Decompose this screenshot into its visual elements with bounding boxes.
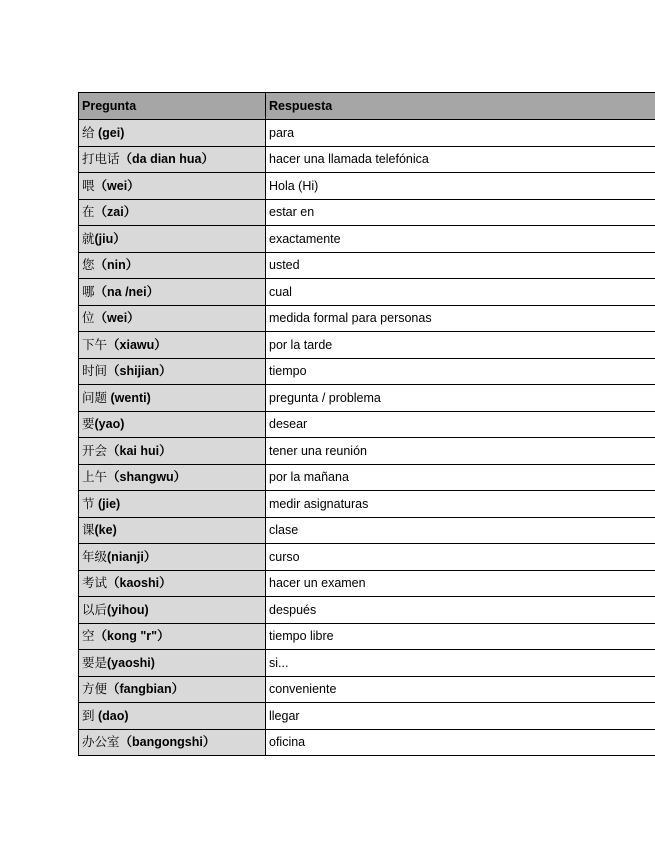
answer-cell: por la tarde bbox=[266, 332, 655, 359]
hanzi-text: 课 bbox=[82, 523, 95, 537]
hanzi-text: 以后 bbox=[82, 602, 108, 617]
hanzi-text: 下午 bbox=[82, 337, 108, 352]
table-body bbox=[79, 120, 655, 756]
answer-cell: tiempo bbox=[266, 358, 655, 385]
question-cell bbox=[79, 517, 266, 544]
table-row bbox=[79, 305, 655, 332]
hanzi-text: 空 bbox=[82, 629, 95, 643]
hanzi-text: 要 bbox=[82, 417, 95, 431]
hanzi-text: 方便 bbox=[82, 682, 108, 696]
pinyin-text: (yaoshi) bbox=[107, 655, 155, 670]
header-respuesta: Respuesta bbox=[266, 93, 655, 120]
pinyin-text: (jiu） bbox=[94, 231, 126, 246]
answer-cell: clase bbox=[266, 517, 655, 544]
hanzi-text: 开会 bbox=[82, 443, 108, 458]
table-row bbox=[79, 650, 655, 677]
table-row bbox=[79, 146, 655, 173]
question-cell bbox=[79, 650, 266, 677]
question-cell bbox=[79, 623, 266, 650]
table-row bbox=[79, 464, 655, 491]
table-row bbox=[79, 120, 655, 147]
answer-cell: medida formal para personas bbox=[266, 305, 655, 332]
pinyin-text: (ke) bbox=[94, 523, 117, 537]
question-cell bbox=[79, 146, 266, 173]
answer-cell: exactamente bbox=[266, 226, 655, 253]
question-cell bbox=[79, 173, 266, 200]
hanzi-text: 办公室 bbox=[82, 735, 120, 749]
hanzi-text: 打电话 bbox=[82, 152, 120, 166]
pinyin-text: (jie) bbox=[94, 496, 121, 511]
pinyin-text: (wenti) bbox=[107, 390, 151, 405]
table-row bbox=[79, 517, 655, 544]
question-cell bbox=[79, 305, 266, 332]
pinyin-text: （shijian） bbox=[107, 364, 172, 378]
question-cell bbox=[79, 411, 266, 438]
hanzi-text: 节 bbox=[82, 496, 95, 511]
question-cell bbox=[79, 226, 266, 253]
hanzi-text: 您 bbox=[82, 258, 95, 272]
question-cell bbox=[79, 570, 266, 597]
answer-cell: para bbox=[266, 120, 655, 147]
hanzi-text: 上午 bbox=[82, 470, 108, 484]
table-row bbox=[79, 491, 655, 518]
pinyin-text: （bangongshi） bbox=[119, 735, 216, 749]
question-cell bbox=[79, 199, 266, 226]
table-row bbox=[79, 199, 655, 226]
vocabulary-table bbox=[78, 92, 655, 756]
hanzi-text: 到 bbox=[82, 708, 95, 723]
table-row bbox=[79, 703, 655, 730]
pinyin-text: (nianji） bbox=[107, 549, 157, 564]
answer-cell: después bbox=[266, 597, 655, 624]
table-row bbox=[79, 385, 655, 412]
table-row bbox=[79, 279, 655, 306]
hanzi-text: 考试 bbox=[82, 576, 108, 590]
answer-cell: usted bbox=[266, 252, 655, 279]
hanzi-text: 就 bbox=[82, 231, 95, 246]
answer-cell: tiempo libre bbox=[266, 623, 655, 650]
question-cell bbox=[79, 120, 266, 147]
question-cell bbox=[79, 438, 266, 465]
answer-cell: tener una reunión bbox=[266, 438, 655, 465]
pinyin-text: （kong "r"） bbox=[94, 629, 170, 643]
table-header-row bbox=[79, 93, 655, 120]
question-cell bbox=[79, 332, 266, 359]
answer-cell: medir asignaturas bbox=[266, 491, 655, 518]
pinyin-text: （fangbian） bbox=[107, 682, 185, 696]
table-row bbox=[79, 570, 655, 597]
question-cell bbox=[79, 676, 266, 703]
answer-cell: desear bbox=[266, 411, 655, 438]
answer-cell: Hola (Hi) bbox=[266, 173, 655, 200]
hanzi-text: 喂 bbox=[82, 178, 95, 193]
pinyin-text: (dao) bbox=[94, 708, 129, 723]
answer-cell: conveniente bbox=[266, 676, 655, 703]
table-row bbox=[79, 729, 655, 756]
table-row bbox=[79, 226, 655, 253]
answer-cell: hacer un examen bbox=[266, 570, 655, 597]
pinyin-text: （xiawu） bbox=[107, 337, 167, 352]
hanzi-text: 哪 bbox=[82, 284, 95, 299]
pinyin-text: (gei) bbox=[94, 125, 125, 140]
hanzi-text: 年级 bbox=[82, 549, 108, 564]
hanzi-text: 给 bbox=[82, 125, 95, 140]
question-cell bbox=[79, 597, 266, 624]
answer-cell: llegar bbox=[266, 703, 655, 730]
pinyin-text: （na /nei） bbox=[94, 284, 160, 299]
header-pregunta: Pregunta bbox=[79, 93, 266, 120]
pinyin-text: （zai） bbox=[94, 205, 137, 219]
question-cell bbox=[79, 703, 266, 730]
question-cell bbox=[79, 385, 266, 412]
table-row bbox=[79, 332, 655, 359]
table-row bbox=[79, 438, 655, 465]
answer-cell: estar en bbox=[266, 199, 655, 226]
question-cell bbox=[79, 279, 266, 306]
pinyin-text: (yao) bbox=[94, 417, 125, 431]
hanzi-text: 位 bbox=[82, 311, 95, 325]
pinyin-text: （wei） bbox=[94, 311, 140, 325]
pinyin-text: （kai hui） bbox=[107, 443, 172, 458]
table-row bbox=[79, 252, 655, 279]
pinyin-text: （shangwu） bbox=[107, 470, 187, 484]
answer-cell: hacer una llamada telefónica bbox=[266, 146, 655, 173]
hanzi-text: 问题 bbox=[82, 390, 108, 405]
question-cell bbox=[79, 358, 266, 385]
answer-cell: pregunta / problema bbox=[266, 385, 655, 412]
table-row bbox=[79, 676, 655, 703]
question-cell bbox=[79, 544, 266, 571]
table-row bbox=[79, 173, 655, 200]
answer-cell: por la mañana bbox=[266, 464, 655, 491]
table-row bbox=[79, 544, 655, 571]
answer-cell: curso bbox=[266, 544, 655, 571]
hanzi-text: 在 bbox=[82, 205, 95, 219]
answer-cell: oficina bbox=[266, 729, 655, 756]
pinyin-text: （da dian hua） bbox=[119, 152, 214, 166]
question-cell bbox=[79, 491, 266, 518]
table-row bbox=[79, 411, 655, 438]
question-cell bbox=[79, 464, 266, 491]
pinyin-text: （nin） bbox=[94, 258, 139, 272]
question-cell bbox=[79, 729, 266, 756]
table-row bbox=[79, 358, 655, 385]
question-cell bbox=[79, 252, 266, 279]
table-row bbox=[79, 597, 655, 624]
table-row bbox=[79, 623, 655, 650]
answer-cell: si... bbox=[266, 650, 655, 677]
pinyin-text: （wei） bbox=[94, 178, 140, 193]
hanzi-text: 要是 bbox=[82, 655, 108, 670]
pinyin-text: （kaoshi） bbox=[107, 576, 172, 590]
hanzi-text: 时间 bbox=[82, 364, 108, 378]
answer-cell: cual bbox=[266, 279, 655, 306]
pinyin-text: (yihou) bbox=[107, 602, 149, 617]
